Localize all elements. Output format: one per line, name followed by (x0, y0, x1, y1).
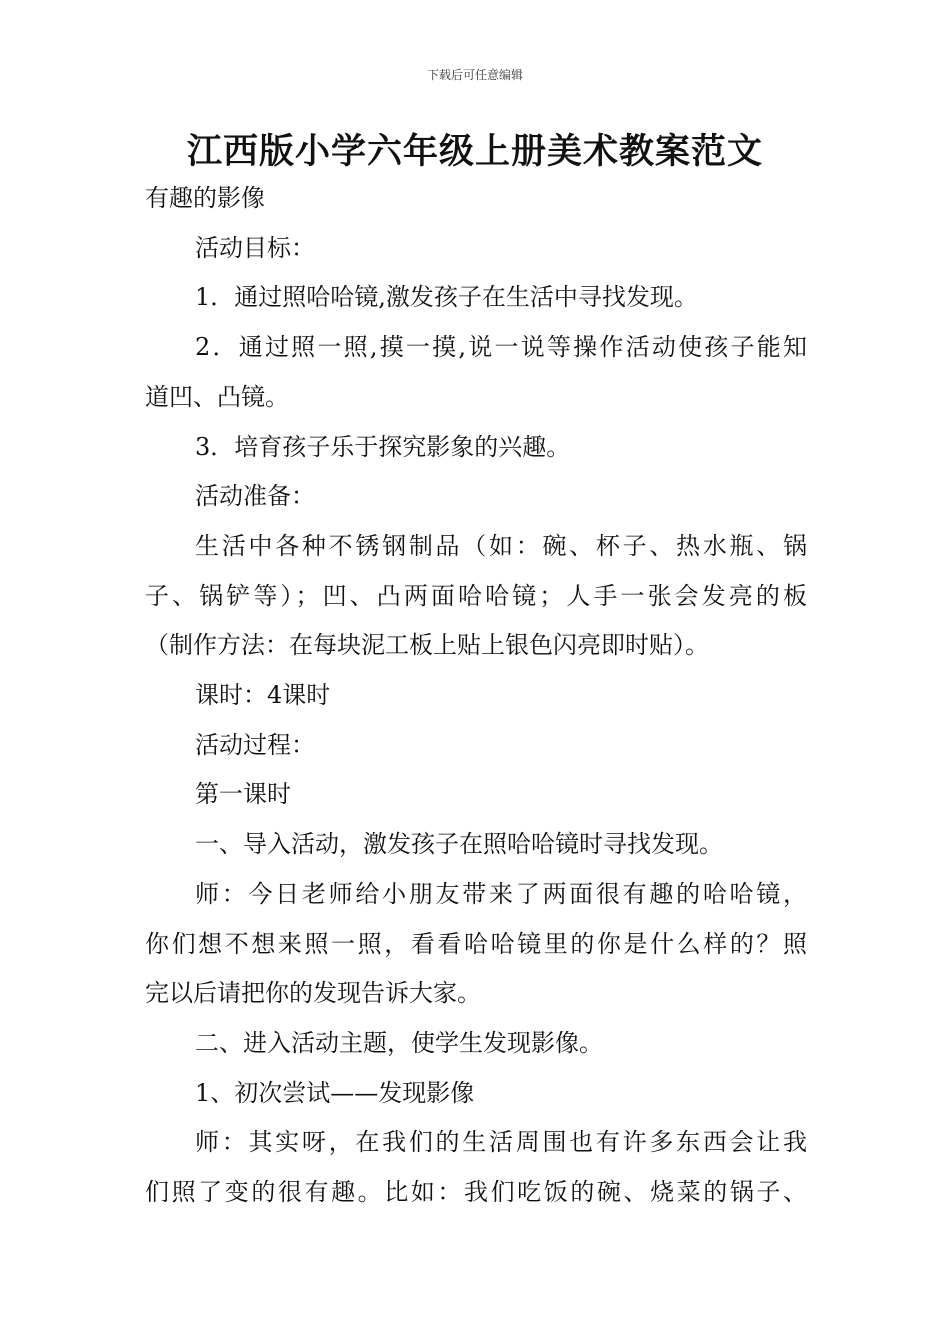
paragraph-line: 道凹、凸镜。 (145, 382, 289, 411)
paragraph-line: 一、导入活动，激发孩子在照哈哈镜时寻找发现。 (195, 830, 723, 859)
paragraph-line: 活动目标： (195, 233, 315, 262)
paragraph-line: 有趣的影像 (145, 184, 265, 212)
paragraph-line: 师：今日老师给小朋友带来了两面很有趣的哈哈镜， (195, 879, 807, 908)
paragraph-line: 1．通过照哈哈镜,激发孩子在生活中寻找发现。 (195, 283, 698, 312)
paragraph-line: 子、锅铲等）；凹、凸两面哈哈镜；人手一张会发亮的板 (145, 581, 807, 610)
paragraph-line: 二、进入活动主题，使学生发现影像。 (195, 1028, 603, 1057)
paragraph-line: 课时：4课时 (195, 681, 331, 710)
paragraph-line: 第一课时 (195, 780, 291, 809)
paragraph-line: （制作方法：在每块泥工板上贴上银色闪亮即时贴）。 (145, 631, 709, 660)
document-body (145, 174, 807, 1218)
paragraph-line: 1、初次尝试——发现影像 (195, 1078, 475, 1107)
header-note: 下载后可任意编辑 (426, 68, 523, 82)
paragraph-line: 你们想不想来照一照，看看哈哈镜里的你是什么样的？照 (145, 929, 807, 958)
paragraph-line: 活动准备： (195, 482, 315, 511)
paragraph-line: 3．培育孩子乐于探究影象的兴趣。 (195, 432, 571, 461)
paragraph-line: 完以后请把你的发现告诉大家。 (145, 979, 481, 1008)
paragraph-line: 师：其实呀，在我们的生活周围也有许多东西会让我 (195, 1128, 807, 1157)
document-title: 江西版小学六年级上册美术教案范文 (186, 132, 763, 172)
paragraph-line: 们照了变的很有趣。比如：我们吃饭的碗、烧菜的锅子、 (145, 1178, 807, 1207)
paragraph-line: 生活中各种不锈钢制品（如：碗、杯子、热水瓶、锅 (195, 531, 807, 560)
paragraph-line: 活动过程： (195, 730, 315, 759)
paragraph-line: 2．通过照一照,摸一摸,说一说等操作活动使孩子能知 (195, 333, 807, 362)
